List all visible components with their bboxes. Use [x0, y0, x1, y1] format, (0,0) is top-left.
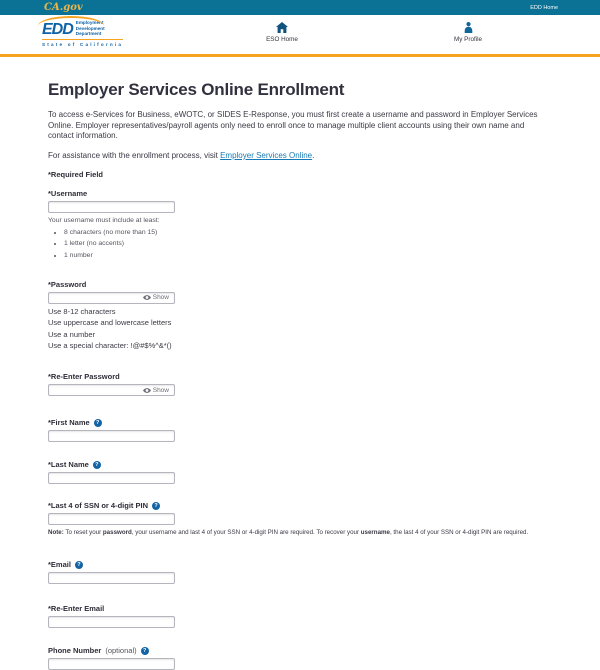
edd-logo-tagline: State of California	[42, 39, 123, 47]
ssn-pin-section	[48, 501, 552, 536]
ssn-pin-label: *Last 4 of SSN or 4-digit PIN	[48, 501, 149, 511]
edd-logo[interactable]	[42, 20, 123, 47]
reenter-password-input[interactable]	[52, 385, 140, 395]
nav-eso-home[interactable]	[247, 22, 317, 43]
nav-eso-home-label: ESO Home	[266, 36, 298, 43]
password-rules	[48, 307, 552, 351]
eye-icon	[143, 388, 151, 393]
last-name-label-row	[48, 460, 552, 469]
ssn-pin-input-wrap	[48, 513, 175, 525]
required-field-note: *Required Field	[48, 169, 104, 179]
username-section	[48, 189, 552, 259]
note-bold: username	[360, 529, 390, 537]
first-name-help-icon[interactable]: ?	[94, 419, 102, 427]
username-requirement: • 8 characters (no more than 15)	[64, 229, 552, 236]
reenter-password-show-button[interactable]	[140, 385, 171, 395]
home-icon	[276, 22, 288, 33]
password-label: *Password	[48, 279, 87, 289]
ssn-pin-help-icon[interactable]: ?	[152, 502, 160, 510]
last-name-input[interactable]	[52, 473, 171, 483]
password-input[interactable]	[52, 293, 140, 303]
phone-help-icon[interactable]: ?	[141, 647, 149, 655]
password-rule: Use uppercase and lowercase letters	[48, 318, 172, 328]
password-input-wrap	[48, 292, 175, 304]
eye-icon	[143, 295, 151, 300]
first-name-input[interactable]	[52, 431, 171, 441]
edd-home-link[interactable]: EDD Home	[530, 4, 558, 11]
intro-text: To access e-Services for Business, eWOTC, or SIDES E-Response, you must first create a username and password in Employer Services Online. Employer representatives/payroll agents only need to enroll once to manage multiple client accounts using their own name and contact information.	[48, 110, 538, 141]
ca-gov-logo[interactable]	[44, 3, 83, 13]
username-label: *Username	[48, 188, 88, 198]
username-input-wrap	[48, 201, 175, 213]
reenter-password-section	[48, 372, 552, 396]
note-bold: Note:	[48, 529, 64, 537]
site-header	[0, 15, 600, 57]
edd-logo-swoosh	[38, 16, 104, 26]
email-label-row	[48, 560, 552, 569]
reenter-email-label: *Re-Enter Email	[48, 604, 105, 614]
last-name-input-wrap	[48, 472, 175, 484]
first-name-label: *First Name	[48, 418, 90, 428]
email-input-wrap	[48, 572, 175, 584]
phone-label: Phone Number	[48, 646, 102, 656]
edd-logo-line2: Development	[75, 25, 105, 31]
first-name-input-wrap	[48, 430, 175, 442]
username-requirement: • 1 letter (no accents)	[64, 240, 552, 247]
ssn-pin-note	[48, 529, 552, 536]
reenter-email-input[interactable]	[52, 617, 171, 627]
email-label: *Email	[48, 560, 71, 570]
edd-logo-line1: Employment	[75, 20, 104, 25]
phone-input-wrap	[48, 658, 175, 670]
assistance-text	[48, 151, 552, 160]
assistance-suffix: .	[312, 150, 315, 160]
password-rule: Use 8-12 characters	[48, 306, 116, 316]
assistance-prefix: For assistance with the enrollment process, visit	[48, 150, 221, 160]
password-rule: Use a number	[48, 329, 96, 339]
reenter-password-show-label: Show	[152, 386, 169, 394]
ssn-pin-label-row	[48, 501, 552, 510]
note-text: , the last 4 of your SSN or 4-digit PIN are required.	[389, 529, 529, 537]
password-show-label: Show	[152, 294, 169, 302]
ca-gov-logo-text: CA.gov	[44, 1, 83, 13]
password-rule: Use a special character: !@#$%^&*()	[48, 341, 172, 351]
phone-input[interactable]	[52, 659, 171, 669]
note-text: To reset your	[63, 529, 103, 537]
utility-bar	[0, 0, 600, 15]
last-name-help-icon[interactable]: ?	[93, 461, 101, 469]
nav-my-profile[interactable]	[433, 22, 503, 43]
edd-logo-line3: Department	[75, 31, 102, 37]
username-input[interactable]	[52, 202, 171, 212]
reenter-password-label: *Re-Enter Password	[48, 372, 120, 382]
page-title: Employer Services Online Enrollment	[48, 80, 345, 99]
email-help-icon[interactable]: ?	[75, 561, 83, 569]
reenter-email-section	[48, 604, 552, 628]
reenter-password-input-wrap	[48, 384, 175, 396]
password-section	[48, 280, 552, 351]
last-name-section	[48, 460, 552, 484]
phone-optional-label: (optional)	[105, 646, 137, 656]
password-show-button[interactable]	[140, 293, 171, 303]
username-requirements-intro: Your username must include at least:	[48, 216, 160, 224]
reenter-email-input-wrap	[48, 616, 175, 628]
edd-logo-acronym: EDD	[42, 20, 73, 38]
nav-my-profile-label: My Profile	[454, 36, 482, 43]
main-content	[0, 80, 600, 670]
email-input[interactable]	[52, 573, 171, 583]
ssn-pin-input[interactable]	[52, 514, 171, 524]
note-text: , your username and last 4 of your SSN or 4-digit PIN are required. To recover your	[131, 529, 361, 537]
phone-label-row	[48, 646, 552, 655]
first-name-section	[48, 418, 552, 442]
email-section	[48, 560, 552, 584]
person-icon	[464, 22, 473, 33]
phone-section	[48, 646, 552, 670]
username-requirements-list	[64, 229, 552, 259]
last-name-label: *Last Name	[48, 460, 89, 470]
note-bold: password	[102, 529, 132, 537]
first-name-label-row	[48, 418, 552, 427]
employer-services-online-link[interactable]: Employer Services Online	[220, 150, 313, 160]
username-requirement: • 1 number	[64, 252, 552, 259]
